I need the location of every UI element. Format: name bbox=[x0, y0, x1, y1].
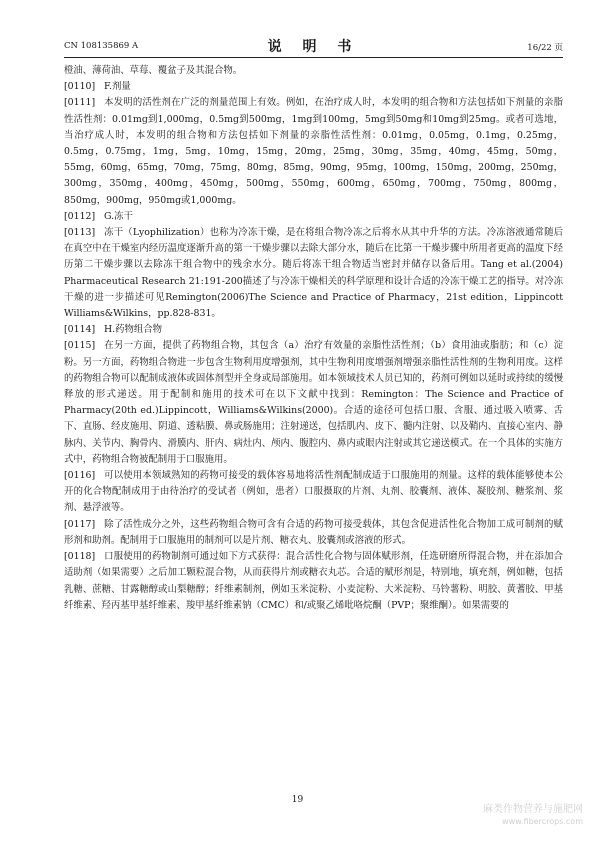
page-ratio: 16/22 页 bbox=[527, 43, 563, 53]
paragraph-number: [0115] bbox=[64, 340, 96, 352]
section-heading-pharma-composition: H.药物组合物 bbox=[104, 324, 163, 336]
section-heading-lyophilization: G.冻干 bbox=[104, 210, 133, 222]
page-header bbox=[64, 36, 563, 56]
paragraph-number: [0113] bbox=[64, 227, 96, 239]
paragraph-0112 bbox=[64, 209, 563, 225]
paragraph-number: [0114] bbox=[64, 324, 96, 336]
paragraph-number: [0110] bbox=[64, 81, 96, 93]
paragraph-0115: [0115] 在另一方面，提供了药物组合物，其包含（a）治疗有效量的亲脂性活性剂；（b）食用油或脂肪；和（c）淀粉。另一方面，药物组合物进一步包含生物利用度增强剂，其中生物利用度增强剂增强亲脂性活性剂的生物利用度。这样的药物组合物可以配制成液体或固体剂型并全身或局部施用。如本领域技术人员已知的，药剂可例如以延时或持续的缓慢释放的形式递送。用于配制和施用的技术可在以下文献中找到：Remington：The Science and Practice of Pharmacy(20th ed.)Lippincott，Williams&Wilkins(2000)。合适的途径可包括口服、含服、通过吸入喷雾、舌下、直肠、经皮施用、阴道、透粘膜、鼻或肠施用；注射递送，包括肌内、皮下、髓内注射、以及鞘内、直接心室内、静脉内、关节内、胸骨内、滑膜内、肝内、病灶内、颅内、腹腔内、鼻内或眼内注射或其它递送模式。在一个具体的实施方式中，药物组合物被配制用于口服施用。 bbox=[64, 340, 563, 465]
paragraph-0117: [0117] 除了活性成分之外，这些药物组合物可含有合适的药物可接受载体，其包含促进活性化合物加工成可制剂的赋形剂和助剂。配制用于口服施用的制剂可以是片剂、糖衣丸、胶囊剂或溶液的形式。 bbox=[64, 518, 563, 546]
paragraph-number: [0118] bbox=[64, 551, 96, 563]
paragraph-0114 bbox=[64, 322, 563, 338]
header-rule bbox=[64, 57, 563, 58]
page-number: 19 bbox=[291, 795, 304, 805]
publication-number: CN 108135869 A bbox=[64, 41, 139, 51]
section-heading-dosage: F.剂量 bbox=[104, 81, 131, 93]
watermark-site-name: 麻类作物营养与施肥网 bbox=[483, 804, 583, 815]
document-body bbox=[64, 63, 563, 614]
paragraph-0111: [0111] 本发明的活性剂在广泛的剂量范围上有效。例如，在治疗成人时，本发明的组合物和方法包括如下剂量的亲脂性活性剂：0.01mg到1,000mg，0.5mg到500mg，1mg到100mg，5mg到50mg和10mg到25mg。或者可选地，当治疗成人时，本发明的组合物和方法包括如下剂量的亲脂性活性剂：0.01mg，0.05mg，0.1mg，0.25mg，0.5mg，0.75mg，1mg，5mg，10mg，15mg，20mg，25mg，30mg，35mg，40mg，45mg，50mg，55mg，60mg，65mg，70mg，75mg，80mg，85mg，90mg，95mg，100mg，150mg，200mg，250mg，300mg，350mg，400mg，450mg，500mg，550mg，600mg，650mg，700mg，750mg，800mg，850mg，900mg，950mg或1,000mg。 bbox=[64, 97, 563, 206]
watermark bbox=[483, 804, 583, 828]
watermark-url: www.fibercrops.com bbox=[502, 817, 583, 826]
paragraph-number: [0111] bbox=[64, 97, 96, 109]
document-title: 说 明 书 bbox=[267, 39, 360, 55]
paragraph-0113: [0113] 冻干（Lyophilization）也称为冷冻干燥，是在将组合物冷冻之后将水从其中升华的方法。冷冻溶液通常随后在真空中在干燥室内经历温度逐渐升高的第一干燥步骤以去除大部分水，随后在比第一干燥步骤中所用者更高的温度下经历第二干燥步骤以去除冻干组合物中的残余水分。随后将冻干组合物适当密封并储存以备后用。Tang et al.(2004) Pharmaceutical Research 21:191-200描述了与冷冻干燥相关的科学原理和设计合适的冷冻干燥工艺的指导。对冷冻干燥的进一步描述可见Remington(2006)The Science and Practice of Pharmacy，21st edition，Lippincott Williams&Wilkins，pp.828-831。 bbox=[64, 227, 563, 320]
paragraph-0110 bbox=[64, 79, 563, 95]
paragraph-number: [0116] bbox=[64, 470, 96, 482]
paragraph-number: [0112] bbox=[64, 210, 96, 222]
paragraph-0118: [0118] 口服使用的药物制剂可通过如下方式获得：混合活性化合物与固体赋形剂，任选研磨所得混合物，并在添加合适助剂（如果需要）之后加工颗粒混合物，从而获得片剂或糖衣丸芯。合适的赋形剂是，特别地，填充剂，例如糖，包括乳糖、蔗糖、甘露糖醇或山梨糖醇；纤维素制剂，例如玉米淀粉、小麦淀粉、大米淀粉、马铃薯粉、明胶、黄蓍胶、甲基纤维素、羟丙基甲基纤维素、羧甲基纤维素钠（CMC）和/或聚乙烯吡咯烷酮（PVP；聚维酮）。如果需要的 bbox=[64, 551, 563, 611]
paragraph-number: [0117] bbox=[64, 518, 96, 530]
paragraph-0116: [0116] 可以使用本领域熟知的药物可接受的载体容易地将活性剂配制成适于口服施用的剂量。这样的载体能够使本公开的化合物配制成用于由待治疗的受试者（例如，患者）口服摄取的片剂、丸剂、胶囊剂、液体、凝胶剂、糖浆剂、浆剂、悬浮液等。 bbox=[64, 470, 563, 514]
paragraph-continuation: 橙油、薄荷油、草莓、覆盆子及其混合物。 bbox=[64, 65, 243, 76]
